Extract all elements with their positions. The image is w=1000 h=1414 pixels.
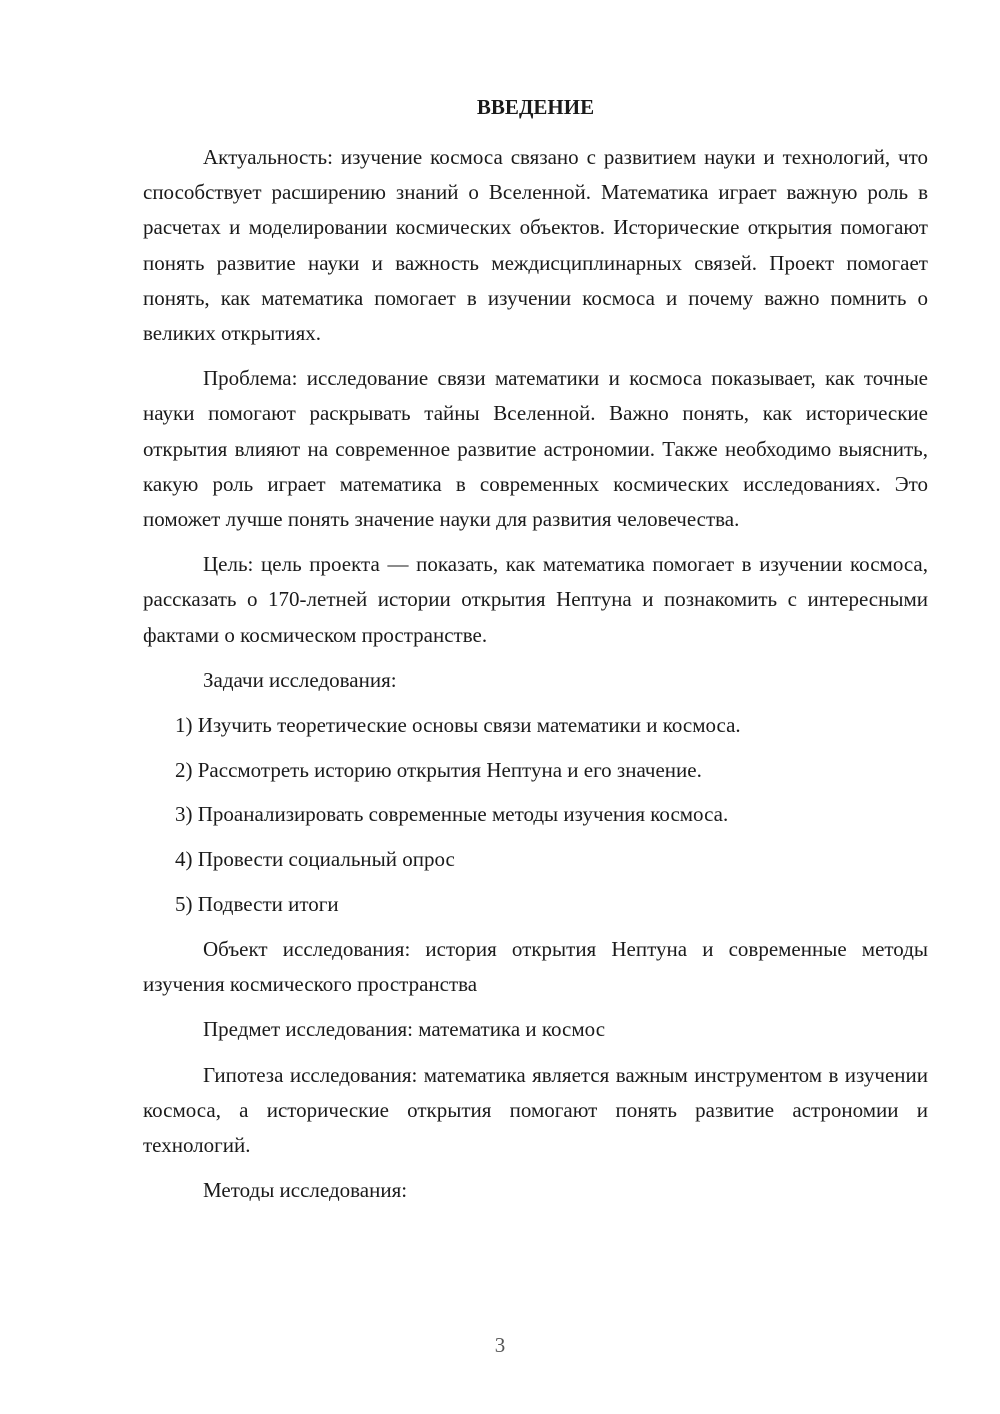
- tasks-list: [143, 708, 928, 922]
- page-title: ВВЕДЕНИЕ: [476, 95, 595, 119]
- goal-paragraph: Цель: цель проекта — показать, как математика помогает в изучении космоса, рассказать о 170-летней истории открытия Нептуна и познакомить с интересными фактами о космическом пространстве.: [143, 552, 928, 647]
- problem-paragraph: Проблема: исследование связи математики и космоса показывает, как точные науки помогают раскрывать тайны Вселенной. Важно понять, как исторические открытия влияют на современное развитие астрономии. Также необходимо выяснить, какую роль играет математика в современных космических исследованиях. Это поможет лучше понять значение науки для развития человечества.: [143, 366, 928, 532]
- list-item: 4) Провести социальный опрос: [175, 847, 455, 872]
- list-item: 1) Изучить теоретические основы связи математики и космоса.: [175, 713, 741, 738]
- subject-paragraph: Предмет исследования: математика и космос: [203, 1017, 606, 1042]
- methods-heading: Методы исследования:: [203, 1178, 408, 1203]
- page-number: 3: [494, 1333, 506, 1357]
- document-page: [143, 90, 928, 1218]
- hypothesis-paragraph: Гипотеза исследования: математика является важным инструментом в изучении космоса, а исторические открытия помогают понять развитие астрономии и технологий.: [143, 1062, 928, 1158]
- list-item: 2) Рассмотреть историю открытия Нептуна и его значение.: [175, 757, 702, 782]
- list-item: 3) Проанализировать современные методы изучения космоса.: [175, 802, 729, 827]
- relevance-paragraph: Актуальность: изучение космоса связано с развитием науки и технологий, что способствует расширению знаний о Вселенной. Математика играет важную роль в расчетах и моделировании космических объектов. Исторические открытия помогают понять развитие науки и важность междисциплинарных связей. Проект помогает понять, как математика помогает в изучении космоса и почему важно помнить о великих открытиях.: [143, 145, 928, 346]
- tasks-heading: Задачи исследования:: [203, 667, 397, 692]
- object-paragraph: Объект исследования: история открытия Нептуна и современные методы изучения космического пространства: [143, 937, 928, 997]
- list-item: 5) Подвести итоги: [175, 891, 339, 916]
